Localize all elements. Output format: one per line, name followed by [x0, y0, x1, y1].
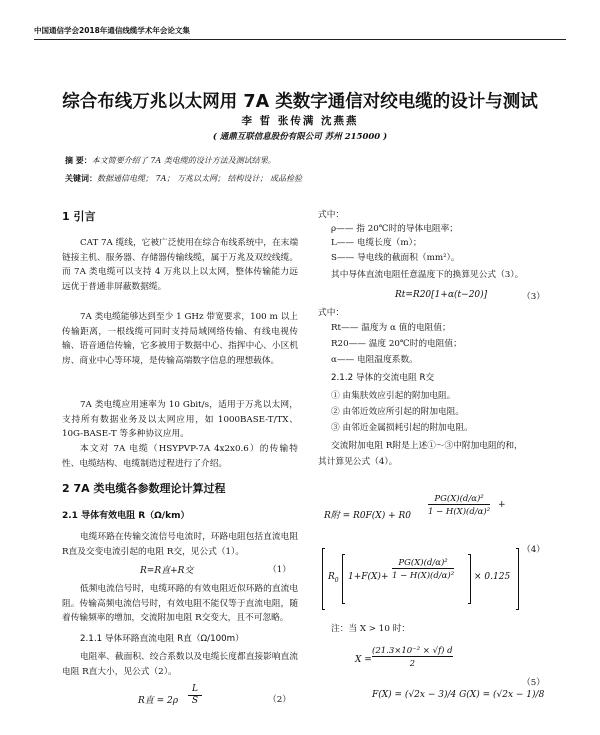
- keywords-label: 关键词：: [65, 173, 97, 183]
- equation-4-brace-left: [322, 548, 325, 610]
- paragraph-ac-resistance-1: 交流附加电阻 R附是上述①～③中附加电阻的和，: [331, 441, 523, 451]
- equation-4-denominator: 1 − H(X)(d/α)²: [428, 504, 490, 517]
- keywords-text: 数据通信电缆； 7A； 万兆以太网； 结构设计； 成品检验: [97, 174, 303, 183]
- section-2-title: 2 7A 类电缆各参数理论计算过程: [62, 482, 226, 495]
- equation-2-number: （2）: [268, 695, 291, 705]
- equation-5a-fraction: [372, 646, 453, 669]
- equation-5-number: （5）: [522, 678, 545, 688]
- paper-affiliation: ( 通鼎互联信息股份有限公司 苏州 215000 ): [212, 132, 388, 142]
- equation-1-number: （1）: [268, 565, 291, 575]
- equation-5a-lhs: X =: [355, 655, 372, 665]
- paper-authors: 李 晢 张传满 沈燕燕: [241, 115, 359, 127]
- paragraph-temperature: 其中导体直流电阻任意温度下的换算见公式（3）。: [331, 270, 524, 280]
- equation-2-fraction: [188, 684, 202, 706]
- equation-4-number: （4）: [522, 545, 545, 555]
- paper-title: 综合布线万兆以太网用 7A 类数字通信对绞电缆的设计与测试: [62, 92, 538, 112]
- equation-2-lhs: R直 = 2ρ: [138, 696, 179, 706]
- paragraph-ac-resistance-2: 其计算见公式（4）。: [318, 457, 398, 467]
- intro-paragraph-3: 7A 类电缆应用速率为 10 Gbit/s，适用于万兆以太网，支持所有数据业务及以太网应用，如 1000BASE-T/TX、10G-BASE-T 等多种协议应用。: [62, 400, 298, 439]
- abstract: [65, 155, 276, 166]
- list-item-1: ① 由集肤效应引起的附加电阻。: [331, 391, 456, 401]
- equation-5a-numerator: (21.3×10⁻² × √f) d: [372, 646, 453, 656]
- equation-4-fraction-bottom: [392, 558, 454, 581]
- equation-2: [138, 693, 178, 706]
- paragraph-dc-resistance: 电阻率、截面积、绞合系数以及电缆长度都直接影响直流电阻 R直大小，见公式（2）。: [62, 652, 298, 677]
- equation-4-one-plus-F: 1+F(X)+: [348, 572, 389, 582]
- equation-4-factor: × 0.125: [474, 572, 511, 582]
- section-1-title: 1 引言: [62, 210, 96, 223]
- equation-4-inner-denominator: 1 − H(X)(d/α)²: [392, 568, 454, 581]
- subsection-2-1-title: 2.1 导体有效电阻 R（Ω/km）: [62, 511, 190, 521]
- definition-Rt: Rt—— 温度为 α 值的电阻值；: [331, 323, 451, 333]
- abstract-label: 摘 要：: [65, 155, 92, 165]
- equation-5a-denominator: 2: [372, 656, 453, 669]
- definition-S: S—— 导电线的截面积（mm²）。: [331, 253, 460, 263]
- intro-paragraph-4: 本文对 7A 电缆（HSYPVP-7A 4x2x0.6）的传输特性、电缆结构、电缆制造过程进行了介绍。: [62, 444, 298, 469]
- list-item-2: ② 由邻近效应所引起的附加电阻。: [331, 407, 465, 417]
- equation-2-numerator: L: [192, 684, 198, 694]
- equation-4-fraction-top: [428, 494, 490, 517]
- equation-4-bracket-left: [342, 554, 345, 604]
- running-header: 中国通信学会2018年通信线缆学术年会论文集: [34, 26, 190, 35]
- intro-paragraph-2: 7A 类电缆能够达到至少 1 GHz 带宽要求，100 m 以上传输距离，一根线缆可同时支持局域网络传输、有线电视传输、语音通信传输，它多被用于数据中心、指挥中心、小区机房、商业中心等环境，是传输高端数字信息的理想载体。: [62, 312, 298, 366]
- equation-3-number: （3）: [522, 292, 545, 302]
- equation-4-lhs: R附 = R0F(X) + R0: [324, 511, 411, 521]
- subsection-2-1-2-title: 2.1.2 导体的交流电阻 R交: [331, 373, 435, 383]
- equation-4-bracket-right: [468, 554, 471, 604]
- equation-1: R=R直+R交: [140, 566, 194, 576]
- definition-R20: R20—— 温度 20℃时的电阻值；: [331, 339, 462, 349]
- equation-4-R0: $R_0$: [328, 572, 339, 584]
- definition-alpha: α—— 电阻温度系数。: [331, 355, 418, 365]
- definition-rho: ρ—— 指 20℃时的导体电阻率；: [331, 224, 458, 234]
- equation-5b: F(X) = (√2x − 3)/4 G(X) = (√2x − 1)/8: [372, 690, 545, 700]
- equation-4-brace-right: [516, 548, 519, 610]
- note-x-greater-10: 注：当 X > 10 时：: [331, 624, 411, 634]
- equation-4: [320, 476, 530, 616]
- equation-4-numerator: PG(X)(d/α)²: [434, 494, 484, 504]
- subsection-2-1-1-title: 2.1.1 导体环路直流电阻 R直（Ω/100m）: [80, 634, 244, 644]
- equation-4-inner-numerator: PG(X)(d/α)²: [398, 558, 448, 568]
- abstract-text: 本文简要介绍了 7A 类电缆的设计方法及测试结果。: [91, 156, 276, 165]
- where-label-1: 式中：: [318, 210, 345, 220]
- equation-2-denominator: S: [188, 695, 202, 706]
- equation-4-plus: +: [498, 500, 506, 510]
- header-rule: [34, 39, 566, 40]
- definition-L: L—— 电缆长度（m）；: [331, 238, 422, 248]
- paragraph-low-frequency: 低频电流信号时，电缆环路的有效电阻近似环路的直流电阻。传输高频电流信号时，有效电阻不能仅等于直流电阻，随着传输频率的增加，交流附加电阻 R交变大，且不可忽略。: [62, 584, 298, 623]
- intro-paragraph-1: CAT 7A 缆线，它被广泛使用在综合布线系统中，在末端链接主机、服务器、存储器传输线缆，属于万兆及双绞线缆。而 7A 类电缆可以支持 4 万兆以上以太网，整体传输能力远远优于普通非屏蔽数据缆。: [62, 238, 299, 292]
- keywords: [65, 173, 302, 184]
- list-item-3: ③ 由邻近金属损耗引起的附加电阻。: [331, 423, 473, 433]
- equation-3: Rt=R20[1+α(t−20)]: [395, 290, 488, 300]
- paragraph-resistance: 电缆环路在传输交流信号电流时，环路电阻包括直流电阻 R直及交变电流引起的电阻 R交，见公式（1）。: [62, 532, 298, 557]
- where-label-2: 式中：: [318, 308, 345, 318]
